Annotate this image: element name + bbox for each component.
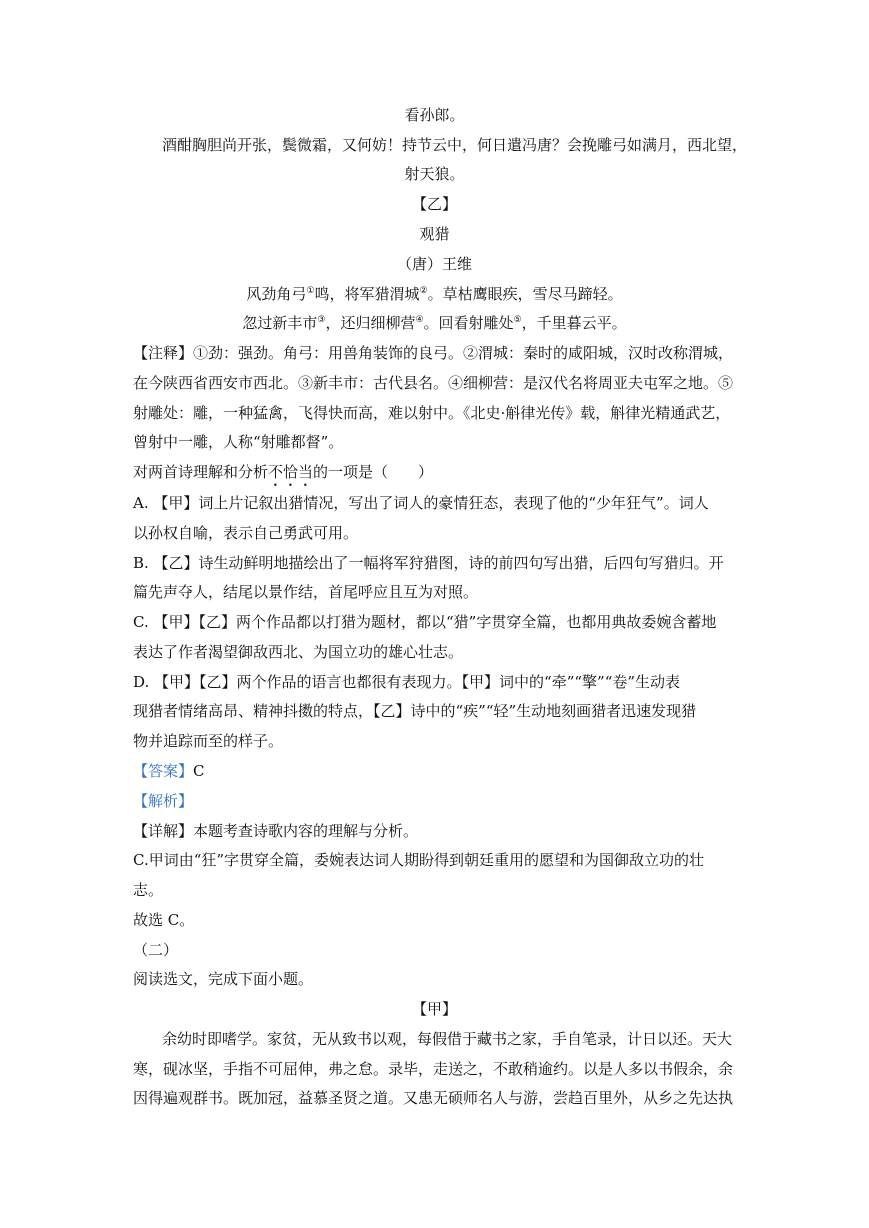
poem-yi-author: （唐）王维 (396, 255, 472, 273)
choose-line: 故选 C。 (133, 911, 195, 929)
option-c-cont: 表达了作者渴望御敌西北、为国立功的雄心壮志。 (133, 643, 464, 661)
passage-line: 因得遍观群书。既加冠，益慕圣贤之道。又患无硕师名人与游，尝趋百里外，从乡之先达执 (133, 1089, 734, 1107)
poem-yi-tag: 【乙】 (411, 195, 457, 213)
option-a: A. 【甲】词上片记叙出猎情况，写出了词人的豪情狂态，表现了他的“少年狂气”。词人 (133, 494, 709, 512)
notes-line: 曾射中一雕，人称“射雕都督”。 (133, 433, 344, 451)
option-c: C. 【甲】【乙】两个作品都以打猎为题材，都以“猎”字贯穿全篇，也都用典故委婉含蓄地 (133, 613, 717, 631)
explanation-line: 志。 (133, 881, 164, 899)
answer-label: 【答案】 (133, 762, 194, 780)
option-d-cont: 现猎者情绪高昂、精神抖擞的特点，【乙】诗中的“疾”“轻”生动地刻画猎者迅速发现猎 (133, 702, 697, 720)
poem-yi-line-1: 风劲角弓①鸣，将军猎渭城②。草枯鹰眼疾，雪尽马蹄轻。 (246, 285, 623, 303)
passage-jia-tag: 【甲】 (411, 1000, 457, 1018)
section-instruction: 阅读选文，完成下面小题。 (133, 970, 314, 988)
poem-yi-line-2: 忽过新丰市③，还归细柳营④。回看射雕处⑤，千里暮云平。 (242, 314, 627, 332)
poem-jia-line: 射天狼。 (404, 165, 465, 183)
option-d-cont: 物并追踪而至的样子。 (133, 732, 284, 750)
option-d: D. 【甲】【乙】两个作品的语言也都很有表现力。【甲】词中的“牵”“擎”“卷”生动表 (133, 673, 681, 691)
poem-yi-title: 观猎 (419, 225, 450, 243)
analysis-label: 【解析】 (133, 792, 194, 810)
option-b: B. 【乙】诗生动鲜明地描绘出了一幅将军狩猎图，诗的前四句写出猎，后四句写猎归。开 (133, 554, 724, 572)
notes-line: 射雕处：雕，一种猛禽，飞得快而高，难以射中。《北史·斛律光传》载，斛律光精通武艺， (133, 404, 731, 422)
option-b-cont: 篇先声夺人，结尾以景作结，首尾呼应且互为对照。 (133, 583, 479, 601)
poem-jia-line: 看孙郎。 (404, 106, 465, 124)
answer-value: C (193, 762, 205, 780)
notes-line: 【注释】①劲：强劲。角弓：用兽角装饰的良弓。②渭城：秦时的咸阳城，汉时改称渭城， (133, 344, 734, 362)
emphasis-text: 不恰当 (268, 463, 314, 481)
passage-line: 余幼时即嗜学。家贫，无从致书以观，每假借于藏书之家，手自笔录，计日以还。天大 (162, 1030, 733, 1048)
question-stem: 对两首诗理解和分析不恰当的一项是（ ） (133, 463, 434, 481)
passage-line: 寒，砚冰坚，手指不可屈伸，弗之怠。录毕，走送之，不敢稍逾约。以是人多以书假余，余 (133, 1060, 734, 1078)
section-number: （二） (133, 941, 179, 959)
poem-jia-line: 酒酣胸胆尚开张，鬓微霜，又何妨！持节云中，何日遣冯唐？会挽雕弓如满月，西北望， (162, 136, 748, 154)
answer-line (133, 761, 205, 781)
detail-line: 【详解】本题考查诗歌内容的理解与分析。 (133, 822, 419, 840)
explanation-line: C.甲词由“狂”字贯穿全篇，委婉表达词人期盼得到朝廷重用的愿望和为国御敌立功的壮 (133, 851, 705, 869)
notes-line: 在今陕西省西安市西北。③新丰市：古代县名。④细柳营：是汉代名将周亚夫屯军之地。⑤ (133, 374, 734, 392)
option-a-cont: 以孙权自喻，表示自己勇武可用。 (133, 524, 359, 542)
